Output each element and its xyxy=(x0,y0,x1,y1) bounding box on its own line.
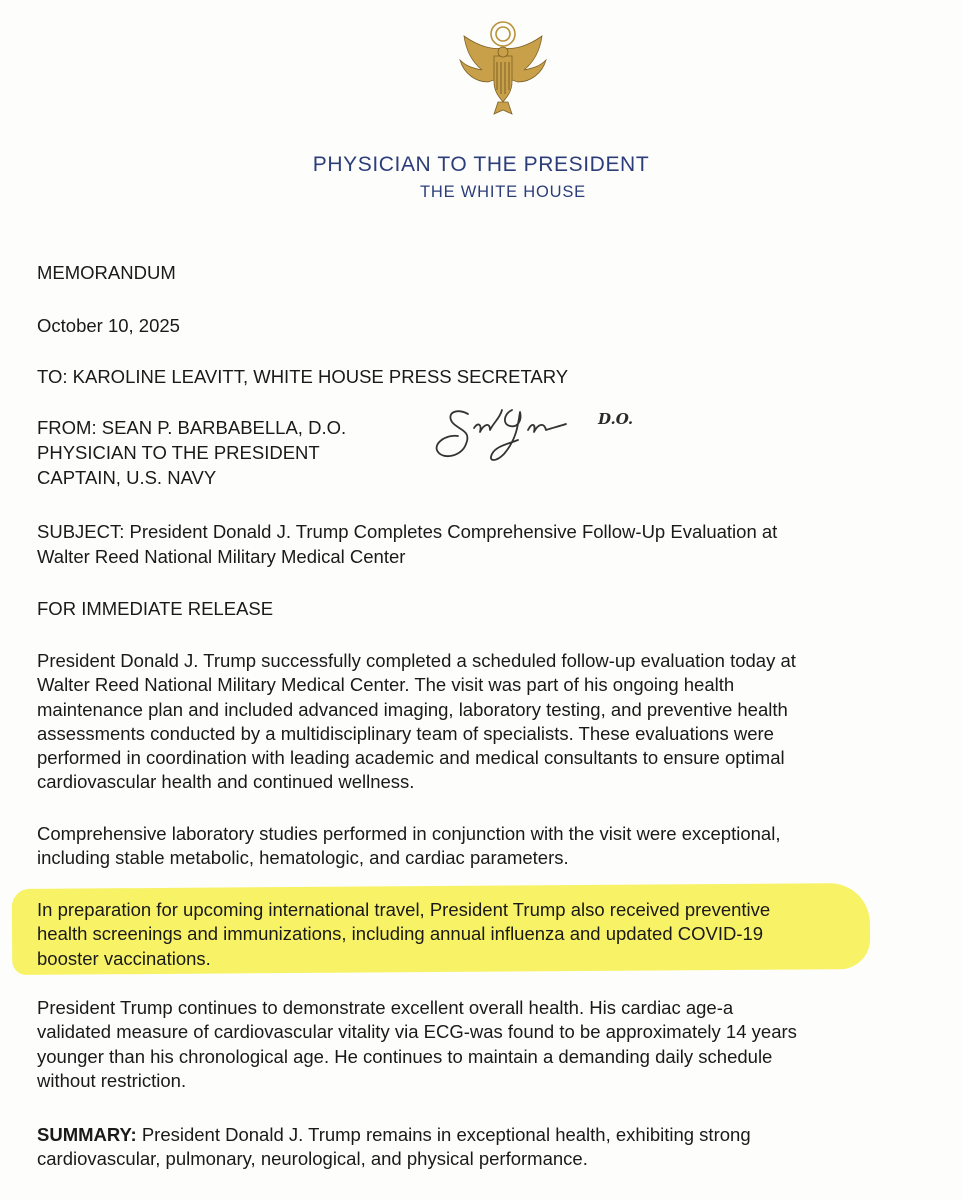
paragraph-immunizations xyxy=(37,898,927,971)
memo-date: October 10, 2025 xyxy=(37,315,180,336)
text-line: assessments conducted by a multidisciplinary team of specialists. These evaluations were xyxy=(37,722,774,744)
paragraph-lab-studies xyxy=(37,822,927,871)
memo-heading: MEMORANDUM xyxy=(37,262,176,283)
memo-from-rank: CAPTAIN, U.S. NAVY xyxy=(37,467,217,488)
memo-from-title: PHYSICIAN TO THE PRESIDENT xyxy=(37,442,320,463)
letterhead-subtitle: THE WHITE HOUSE xyxy=(419,183,586,201)
summary-label: SUMMARY: xyxy=(37,1124,137,1145)
text-line: maintenance plan and included advanced imaging, laboratory testing, and preventive health xyxy=(37,698,788,720)
text-line: booster vaccinations. xyxy=(37,947,211,969)
release-label: FOR IMMEDIATE RELEASE xyxy=(37,598,274,619)
text-line: Walter Reed National Military Medical Center. The visit was part of his ongoing health xyxy=(37,674,735,696)
paragraph-summary xyxy=(37,1123,927,1172)
memo-subject-cont: Walter Reed National Military Medical Center xyxy=(37,546,406,567)
text-line: President Trump continues to demonstrate excellent overall health. His cardiac age-a xyxy=(37,997,734,1018)
presidential-seal-eagle-icon xyxy=(448,16,558,126)
text-line: cardiovascular health and continued wellness. xyxy=(37,771,415,793)
text-line: President Donald J. Trump successfully completed a scheduled follow-up evaluation today at xyxy=(37,650,796,671)
text-line: health screenings and immunizations, including annual influenza and updated COVID-19 xyxy=(37,923,764,945)
summary-line xyxy=(37,1123,927,1147)
paragraph-overall-health xyxy=(37,996,927,1093)
text-line: including stable metabolic, hematologic, and cardiac parameters. xyxy=(37,847,569,869)
text-line: Comprehensive laboratory studies performed in conjunction with the visit were exceptional, xyxy=(37,823,781,844)
memo-from: FROM: SEAN P. BARBABELLA, D.O. xyxy=(37,417,347,438)
text-line: In preparation for upcoming international travel, President Trump also received preventive xyxy=(37,899,771,920)
signature-do-mark: D.O. xyxy=(598,410,634,428)
paragraph-evaluation xyxy=(37,649,927,795)
summary-text: President Donald J. Trump remains in exceptional health, exhibiting strong xyxy=(136,1124,751,1145)
text-line: without restriction. xyxy=(37,1069,187,1091)
text-line: validated measure of cardiovascular vitality via ECG-was found to be approximately 14 years xyxy=(37,1021,797,1043)
text-line: younger than his chronological age. He continues to maintain a demanding daily schedule xyxy=(37,1045,773,1067)
memo-to: TO: KAROLINE LEAVITT, WHITE HOUSE PRESS SECRETARY xyxy=(37,366,569,387)
text-line: cardiovascular, pulmonary, neurological, and physical performance. xyxy=(37,1148,588,1170)
memo-subject: SUBJECT: President Donald J. Trump Completes Comprehensive Follow-Up Evaluation at xyxy=(37,521,778,542)
text-line: performed in coordination with leading academic and medical consultants to ensure optimal xyxy=(37,747,785,769)
letterhead-title: PHYSICIAN TO THE PRESIDENT xyxy=(312,153,650,176)
